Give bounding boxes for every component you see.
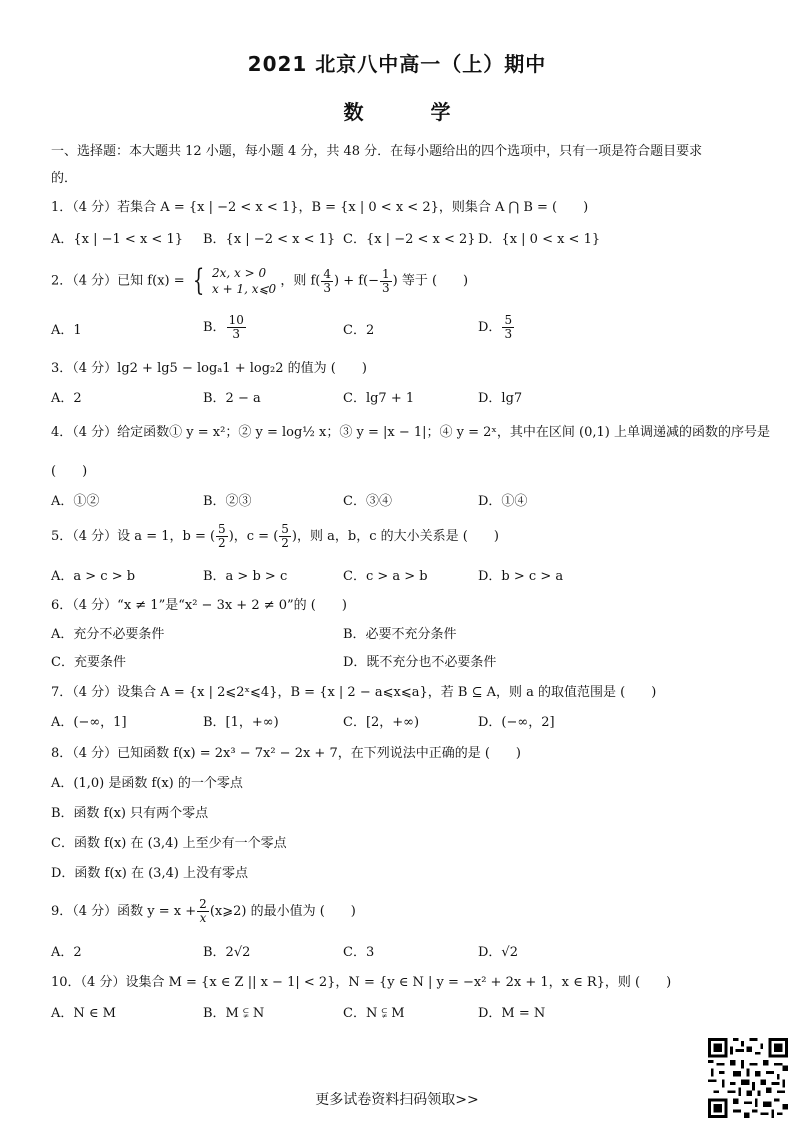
question-7-option-a: A．(−∞，1]: [51, 715, 127, 730]
fraction-2-x: $\frac{2}{x}$: [199, 897, 207, 925]
question-9-option-b: B．2√2: [203, 945, 251, 960]
case-1: 2x, x > 0: [212, 266, 267, 280]
question-1-stem: 1．（4 分）若集合 A = {x | −2 < x < 1}，B = {x | 0 < x < 2}，则集合 A ⋂ B = ( ): [51, 200, 589, 215]
question-5-option-b: B．a > b > c: [203, 569, 288, 584]
question-2-option-a: A．1: [51, 323, 82, 338]
footer-link[interactable]: 更多试卷资料扫码领取>>: [315, 1092, 479, 1108]
question-10-option-d: D．M = N: [478, 1006, 546, 1021]
question-1-option-c: C．{x | −2 < x < 2}: [343, 232, 476, 247]
question-10-stem: 10．（4 分）设集合 M = {x ∈ Z || x − 1| < 2}，N = {y ∈ N | y = −x² + 2x + 1，x ∈ R}，则 ( ): [51, 975, 672, 990]
question-5-stem: 5．（4 分）设 a = 1，b = ( $\frac{5}{2}$ )，c = ( $\frac{5}{2}$ )，则 a，b，c 的大小关系是 ( ): [51, 522, 499, 550]
question-6-option-d: D．既不充分也不必要条件: [343, 655, 497, 670]
question-10-option-c: C．N ⫋ M: [343, 1006, 405, 1021]
fraction-10-3: $\frac{10}{3}$: [228, 313, 244, 341]
question-4-paren: ( ): [51, 464, 88, 479]
fraction-1-3: $\frac{1}{3}$: [382, 266, 390, 295]
question-9-option-a: A．2: [51, 945, 82, 960]
question-9-option-c: C．3: [343, 945, 375, 960]
question-4-option-c: C．③④: [343, 494, 392, 509]
question-2-stem: [51, 265, 468, 298]
question-6-option-c: C．充要条件: [51, 655, 126, 670]
question-4-stem: 4．（4 分）给定函数① y = x²；② y = log½ x；③ y = |x − 1|；④ y = 2ˣ，其中在区间 (0,1) 上单调递减的函数的序号是: [51, 425, 771, 440]
brace-symbol: {: [192, 263, 205, 298]
page-title: 2021 北京八中高一（上）期中: [247, 52, 547, 76]
question-1-option-d: D．{x | 0 < x < 1}: [478, 232, 601, 247]
question-3-option-c: C．lg7 + 1: [343, 391, 415, 406]
question-3-option-b: B．2 − a: [203, 391, 261, 406]
question-4-option-d: D．①④: [478, 494, 528, 509]
case-2: x + 1, x⩽0: [212, 282, 277, 296]
question-7-option-c: C．[2，+∞): [343, 715, 420, 730]
question-8-option-d: D．函数 f(x) 在 (3,4) 上没有零点: [51, 866, 249, 881]
question-1-option-b: B．{x | −2 < x < 1}: [203, 232, 336, 247]
question-8-option-b: B．函数 f(x) 只有两个零点: [51, 806, 209, 821]
question-2-option-d: D． $\frac{5}{3}$: [478, 313, 513, 341]
question-1-option-a: A．{x | −1 < x < 1}: [51, 232, 183, 247]
section-intro-line2: 的．: [51, 171, 78, 186]
question-7-option-b: B．[1，+∞): [203, 715, 279, 730]
question-4-option-a: A．①②: [51, 494, 100, 509]
question-2-option-b: B． $\frac{10}{3}$: [203, 313, 244, 341]
q2-stem-c: ) + f(−: [333, 273, 379, 289]
question-7-stem: 7．（4 分）设集合 A = {x | 2⩽2ˣ⩽4}，B = {x | 2 − a⩽x⩽a}，若 B ⊆ A，则 a 的取值范围是 ( ): [51, 685, 657, 700]
question-9-option-d: D．√2: [478, 945, 518, 960]
fraction-5-3: $\frac{5}{3}$: [504, 313, 513, 341]
section-intro-line1: 一、选择题：本大题共 12 小题，每小题 4 分，共 48 分．在每小题给出的四个选项中，只有一项是符合题目要求: [51, 144, 703, 159]
question-3-option-d: D．lg7: [478, 391, 523, 406]
question-5-option-d: D．b > c > a: [478, 569, 564, 584]
q2-stem-a: 2．（4 分）已知 f(x) =: [51, 273, 185, 289]
q2-stem-b: ，则 f(: [280, 273, 321, 289]
piecewise-cases: [212, 265, 276, 297]
fraction-5-2-c: $\frac{5}{2}$: [281, 522, 289, 550]
question-8-stem: 8．（4 分）已知函数 f(x) = 2x³ − 7x² − 2x + 7，在下列说法中正确的是 ( ): [51, 746, 521, 761]
question-5-option-c: C．c > a > b: [343, 569, 428, 584]
question-6-option-a: A．充分不必要条件: [51, 627, 165, 642]
question-2-option-c: C．2: [343, 323, 375, 338]
question-3-stem: 3．（4 分）lg2 + lg5 − logₐ1 + log₂2 的值为 ( ): [51, 361, 367, 376]
subject-title: 数 学: [343, 100, 481, 124]
question-5-option-a: A．a > c > b: [51, 569, 136, 584]
fraction-5-2-b: $\frac{5}{2}$: [218, 522, 226, 550]
question-10-option-b: B．M ⫋ N: [203, 1006, 265, 1021]
question-6-option-b: B．必要不充分条件: [343, 627, 457, 642]
question-10-option-a: A．N ∈ M: [51, 1006, 116, 1021]
question-3-option-a: A．2: [51, 391, 82, 406]
fraction-4-3: $\frac{4}{3}$: [323, 266, 331, 295]
question-8-option-c: C．函数 f(x) 在 (3,4) 上至少有一个零点: [51, 836, 287, 851]
question-6-stem: 6．（4 分）“x ≠ 1”是“x² − 3x + 2 ≠ 0”的 ( ): [51, 598, 347, 613]
question-8-option-a: A．(1,0) 是函数 f(x) 的一个零点: [51, 776, 243, 791]
q2-stem-d: ) 等于 ( ): [392, 273, 469, 289]
question-7-option-d: D．(−∞，2]: [478, 715, 555, 730]
question-4-option-b: B．②③: [203, 494, 252, 509]
question-9-stem: 9．（4 分）函数 y = x + $\frac{2}{x}$ (x⩾2) 的最小值为 ( ): [51, 897, 356, 925]
